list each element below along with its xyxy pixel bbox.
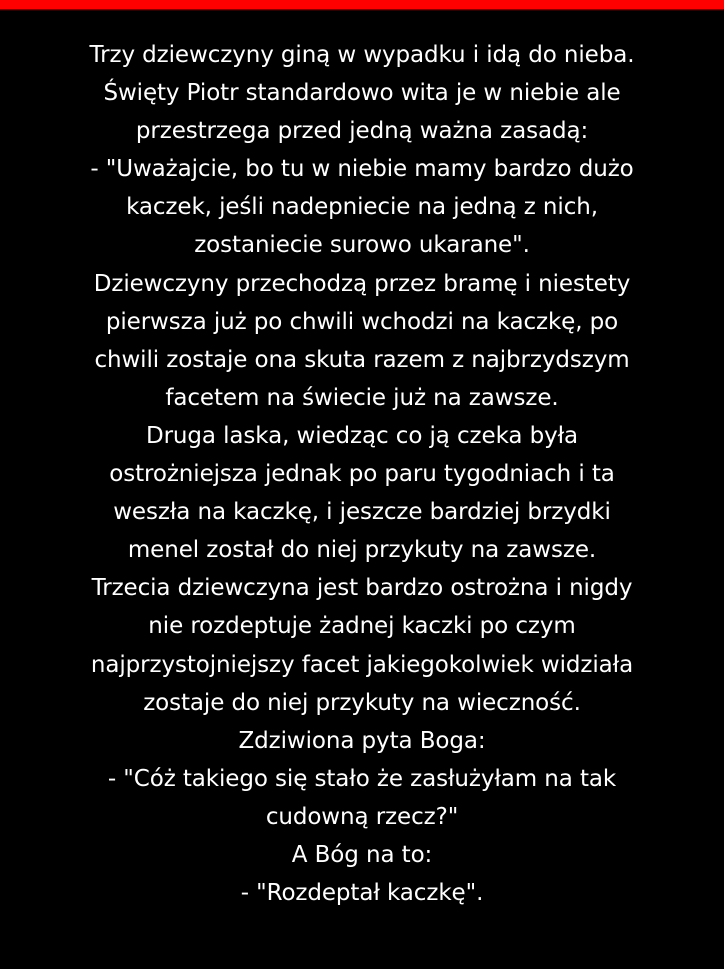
- story-line: A Bóg na to:: [291, 841, 433, 868]
- story-line: Druga laska, wiedząc co ją czeka była: [145, 422, 579, 449]
- story-line: najprzystojniejszy facet jakiegokolwiek widziała: [90, 651, 634, 678]
- story-line: cudowną rzecz?": [265, 803, 459, 830]
- story-line: Zdziwiona pyta Boga:: [238, 727, 486, 754]
- story-line: facetem na świecie już na zawsze.: [165, 384, 559, 411]
- story-line: Święty Piotr standardowo wita je w niebie ale: [103, 80, 621, 107]
- story-line: kaczek, jeśli nadepniecie na jedną z nich,: [126, 194, 598, 221]
- story-line: - "Cóż takiego się stało że zasłużyłam na tak: [107, 765, 617, 792]
- story-line: zostaniecie surowo ukarane".: [194, 232, 530, 259]
- story-line: - "Rozdeptał kaczkę".: [240, 880, 484, 907]
- story-line: przestrzega przed jedną ważna zasadą:: [135, 118, 589, 145]
- story-line: chwili zostaje ona skuta razem z najbrzydszym: [94, 346, 630, 373]
- story-line: Trzecia dziewczyna jest bardzo ostrożna i nigdy: [91, 575, 633, 602]
- story-line: Dziewczyny przechodzą przez bramę i niestety: [93, 270, 631, 297]
- story-line: - "Uważajcie, bo tu w niebie mamy bardzo dużo: [90, 156, 634, 183]
- story-line: ostrożniejsza jednak po paru tygodniach i ta: [109, 461, 615, 488]
- story-line: weszła na kaczkę, i jeszcze bardziej brzydki: [113, 499, 611, 526]
- story-line: pierwsza już po chwili wchodzi na kaczkę, po: [105, 308, 619, 335]
- story-line: Trzy dziewczyny giną w wypadku i idą do nieba.: [89, 42, 635, 68]
- top-accent-bar: [0, 0, 724, 9]
- story-line: zostaje do niej przykuty na wieczność.: [143, 689, 581, 716]
- story-text: [0, 36, 724, 912]
- story-line: nie rozdeptuje żadnej kaczki po czym: [148, 613, 576, 640]
- story-line: menel został do niej przykuty na zawsze.: [127, 537, 597, 564]
